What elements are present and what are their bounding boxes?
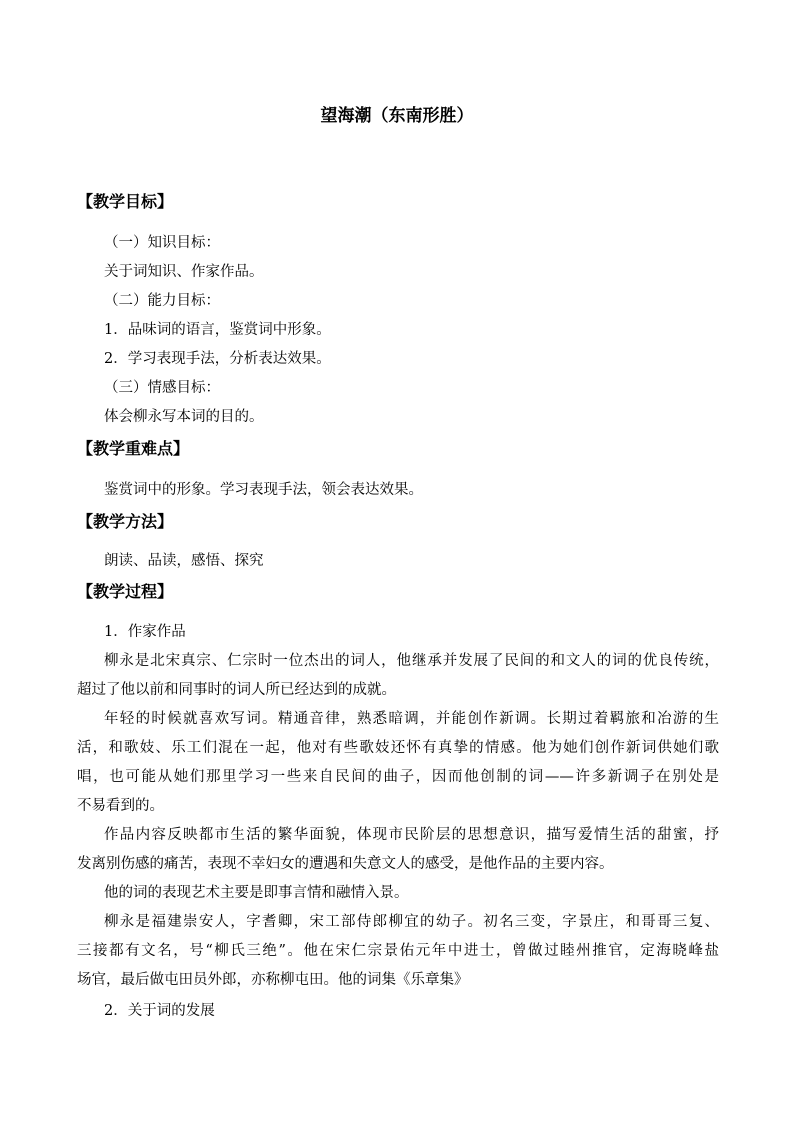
paragraph-2-line-4: 不易看到的。 [77,798,164,814]
knowledge-goal-label: （一）知识目标： [104,235,220,251]
paragraph-2-line-2: 活，和歌妓、乐工们混在一起，他对有些歌妓还怀有真挚的情感。他为她们创作新词供她们歌 [77,740,719,756]
ability-goal-item-2: 2．学习表现手法，分析表达效果。 [104,351,331,367]
process-item-1: 1．作家作品 [104,624,186,640]
process-item-2: 2．关于词的发展 [104,1003,215,1019]
keypoints-text: 鉴赏词中的形象。学习表现手法，领会表达效果。 [104,482,423,498]
section-heading-methods: 【教学方法】 [77,512,174,531]
methods-text: 朗读、品读，感悟、探究 [104,553,264,569]
paragraph-5-line-1: 柳永是福建崇安人，字耆卿，宋工部侍郎柳宜的幼子。初名三变，字景庄，和哥哥三复、 [104,914,719,930]
paragraph-5-line-2: 三接都有文名，号“柳氏三绝”。他在宋仁宗景佑元年中进士，曾做过睦州推官，定海晓峰盐 [77,943,719,959]
section-heading-process: 【教学过程】 [77,582,174,601]
emotion-goal-text: 体会柳永写本词的目的。 [104,409,264,425]
paragraph-4-line-1: 他的词的表现艺术主要是即事言情和融情入景。 [104,885,409,901]
paragraph-5-line-3: 场官，最后做屯田员外郎，亦称柳屯田。他的词集《乐章集》 [77,972,469,988]
knowledge-goal-text: 关于词知识、作家作品。 [104,264,264,280]
ability-goal-label: （二）能力目标： [104,293,220,309]
page-title: 望海潮（东南形胜） [320,106,474,126]
paragraph-3-line-1: 作品内容反映都市生活的繁华面貌，体现市民阶层的思想意识，描写爱情生活的甜蜜，抒 [104,827,719,843]
section-heading-goals: 【教学目标】 [77,192,174,211]
paragraph-1-line-1: 柳永是北宋真宗、仁宗时一位杰出的词人，他继承并发展了民间的和文人的词的优良传统， [104,653,719,669]
paragraph-1-line-2: 超过了他以前和同事时的词人所已经达到的成就。 [77,682,396,698]
paragraph-2-line-3: 唱，也可能从她们那里学习一些来自民间的曲子，因而他创制的词——许多新调子在别处是 [77,769,719,785]
section-heading-keypoints: 【教学重难点】 [77,439,190,458]
ability-goal-item-1: 1．品味词的语言，鉴赏词中形象。 [104,322,331,338]
emotion-goal-label: （三）情感目标： [104,380,220,396]
paragraph-2-line-1: 年轻的时候就喜欢写词。精通音律，熟悉暗调，并能创作新调。长期过着羁旅和冶游的生 [104,711,719,727]
paragraph-3-line-2: 发离别伤感的痛苦，表现不幸妇女的遭遇和失意文人的感受，是他作品的主要内容。 [77,856,614,872]
